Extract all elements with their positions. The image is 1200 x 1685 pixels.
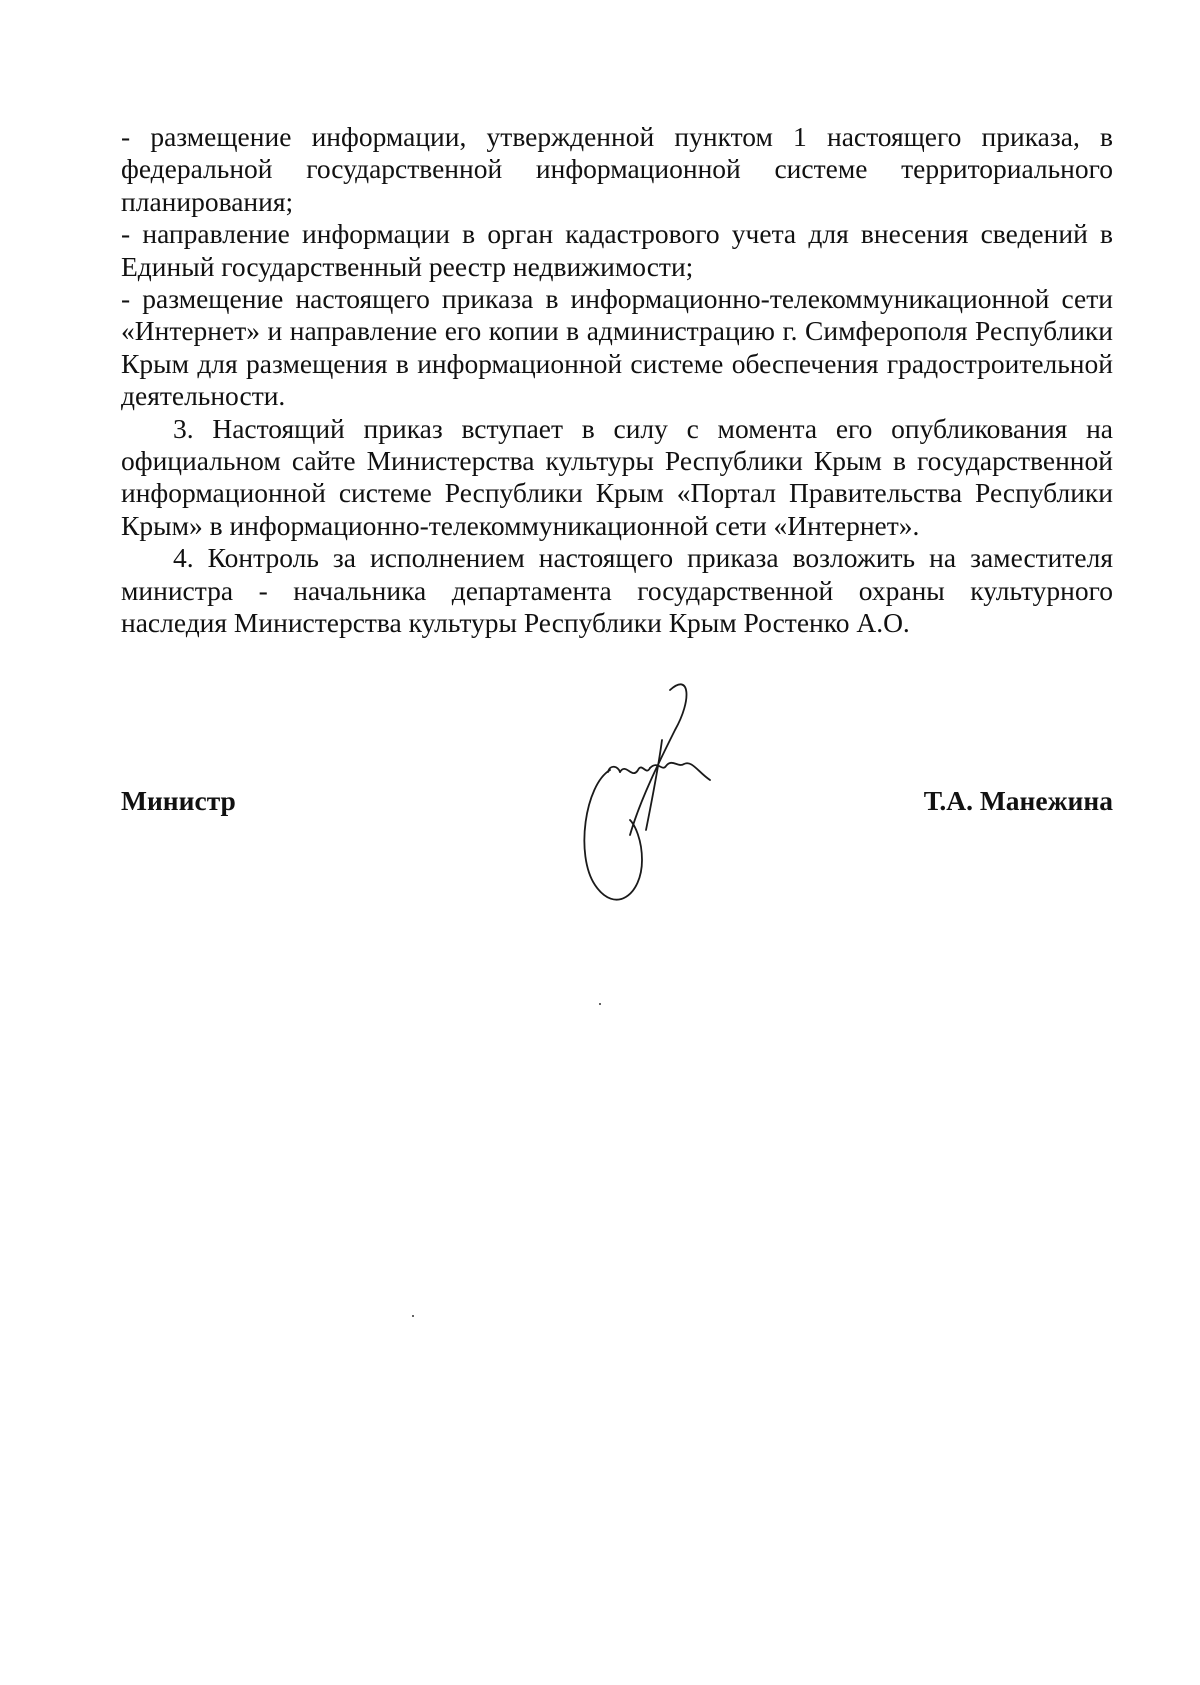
signatory-name: Т.А. Манежина xyxy=(923,785,1113,816)
handwritten-signature xyxy=(580,680,760,920)
clause-3: 3. Настоящий приказ вступает в силу с момента его опубликования на официальном сайте Министерства культуры Республики Крым в государственной информационной системе Республики Крым «Портал Правительства Республики Крым» в информационно-телекоммуникационной сети «Интернет». xyxy=(121,412,1113,541)
clause-4: 4. Контроль за исполнением настоящего приказа возложить на заместителя министра - начальника департамента государственной охраны культурного наследия Министерства культуры Республики Крым Ростенко А.О. xyxy=(121,542,1113,639)
signatory-title: Министр xyxy=(121,785,236,816)
list-item-fgis-placement: - размещение информации, утвержденной пунктом 1 настоящего приказа, в федеральной государственной информационной системе территориального планирования; xyxy=(121,121,1113,217)
document-body xyxy=(121,121,1113,640)
list-item-internet-placement: - размещение настоящего приказа в информационно-телекоммуникационной сети «Интернет» и направление его копии в администрацию г. Симферополя Республики Крым для размещения в информационной системе обеспечения градостроительной деятельности. xyxy=(121,283,1113,412)
scan-speck xyxy=(412,1315,414,1317)
scan-speck xyxy=(599,1003,601,1005)
list-item-cadastral-info: - направление информации в орган кадастрового учета для внесения сведений в Единый государственный реестр недвижимости; xyxy=(121,218,1113,282)
